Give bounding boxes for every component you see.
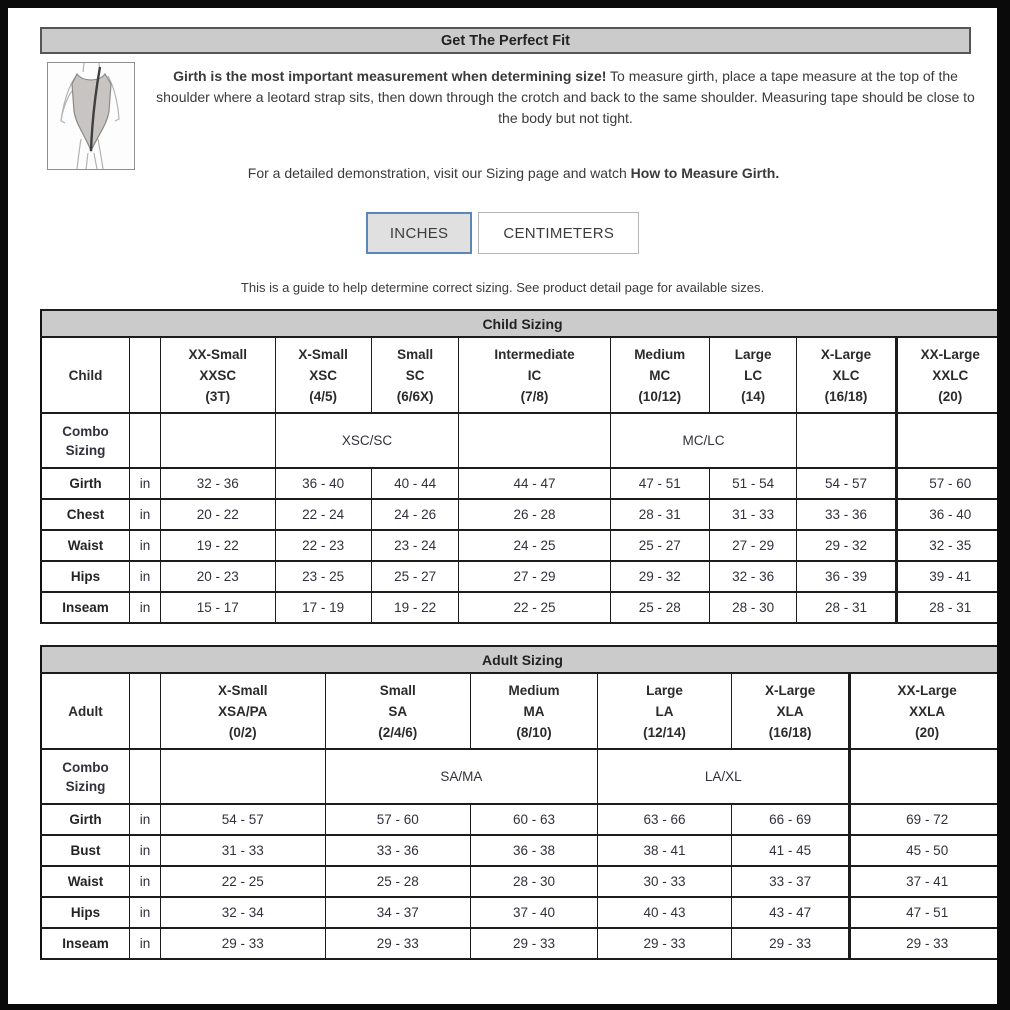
child-corner-label: Child	[41, 337, 130, 413]
size-value: 25 - 28	[610, 592, 709, 623]
child-table-title: Child Sizing	[41, 310, 997, 337]
size-value: 66 - 69	[731, 804, 849, 835]
col-xx-large: XX-Large XXLC (20)	[896, 337, 997, 413]
row-label: Girth	[41, 468, 130, 499]
unit-cell: in	[130, 530, 161, 561]
size-value: 19 - 22	[371, 592, 459, 623]
size-value: 19 - 22	[160, 530, 275, 561]
unit-cell: in	[130, 835, 161, 866]
size-value: 45 - 50	[850, 835, 997, 866]
adult-corner-label: Adult	[41, 673, 130, 749]
size-value: 37 - 41	[850, 866, 997, 897]
row-label: Inseam	[41, 592, 130, 623]
size-value: 15 - 17	[160, 592, 275, 623]
girth-instructions	[40, 60, 987, 129]
size-value: 23 - 25	[275, 561, 371, 592]
col-small: Small SA (2/4/6)	[325, 673, 470, 749]
size-value: 22 - 24	[275, 499, 371, 530]
unit-cell: in	[130, 928, 161, 959]
sizing-guide-note: This is a guide to help determine correct sizing. See product detail page for available sizes.	[240, 280, 765, 295]
adult-table-title: Adult Sizing	[41, 646, 997, 673]
unit-cell: in	[130, 897, 161, 928]
demo-text-bold: How to Measure Girth.	[630, 165, 780, 181]
size-value: 17 - 19	[275, 592, 371, 623]
adult-row-girth	[41, 804, 997, 835]
child-row-chest	[41, 499, 997, 530]
size-value: 40 - 43	[598, 897, 732, 928]
size-value: 43 - 47	[731, 897, 849, 928]
size-value: 36 - 38	[470, 835, 597, 866]
child-row-hips	[41, 561, 997, 592]
size-value: 25 - 27	[610, 530, 709, 561]
row-label: Waist	[41, 530, 130, 561]
size-value: 54 - 57	[160, 804, 325, 835]
size-value: 36 - 40	[896, 499, 997, 530]
child-combo-row	[41, 413, 997, 468]
size-value: 32 - 36	[160, 468, 275, 499]
row-label: Bust	[41, 835, 130, 866]
size-value: 23 - 24	[371, 530, 459, 561]
size-value: 32 - 36	[709, 561, 797, 592]
combo-mc-lc: MC/LC	[610, 413, 797, 468]
size-value: 29 - 33	[598, 928, 732, 959]
row-label: Waist	[41, 866, 130, 897]
combo-sizing-label: Combo Sizing	[41, 749, 130, 804]
col-large: Large LA (12/14)	[598, 673, 732, 749]
size-value: 31 - 33	[709, 499, 797, 530]
size-value: 29 - 33	[850, 928, 997, 959]
size-value: 24 - 25	[459, 530, 610, 561]
size-value: 27 - 29	[459, 561, 610, 592]
page-title-text: Get The Perfect Fit	[441, 32, 570, 49]
adult-combo-row	[41, 749, 997, 804]
size-value: 51 - 54	[709, 468, 797, 499]
unit-cell: in	[130, 499, 161, 530]
adult-row-inseam	[41, 928, 997, 959]
size-value: 32 - 35	[896, 530, 997, 561]
size-value: 39 - 41	[896, 561, 997, 592]
demo-text: For a detailed demonstration, visit our Sizing page and watch How to Measure Girth.	[247, 165, 780, 181]
size-value: 47 - 51	[850, 897, 997, 928]
size-value: 28 - 31	[610, 499, 709, 530]
size-value: 24 - 26	[371, 499, 459, 530]
unit-cell: in	[130, 592, 161, 623]
size-value: 69 - 72	[850, 804, 997, 835]
unit-header	[130, 673, 161, 749]
size-value: 57 - 60	[896, 468, 997, 499]
size-value: 40 - 44	[371, 468, 459, 499]
size-value: 20 - 22	[160, 499, 275, 530]
unit-toggle	[8, 212, 997, 254]
child-sizing-table	[40, 309, 997, 624]
col-medium: Medium MC (10/12)	[610, 337, 709, 413]
adult-row-hips	[41, 897, 997, 928]
combo-xsc-sc: XSC/SC	[275, 413, 459, 468]
unit-cell: in	[130, 866, 161, 897]
unit-header	[130, 337, 161, 413]
size-value: 29 - 33	[160, 928, 325, 959]
size-value: 57 - 60	[325, 804, 470, 835]
size-value: 36 - 39	[797, 561, 896, 592]
col-large: Large LC (14)	[709, 337, 797, 413]
centimeters-button[interactable]: CENTIMETERS	[478, 212, 639, 254]
size-value: 36 - 40	[275, 468, 371, 499]
size-value: 28 - 30	[709, 592, 797, 623]
size-value: 20 - 23	[160, 561, 275, 592]
adult-row-waist	[41, 866, 997, 897]
size-value: 29 - 33	[470, 928, 597, 959]
combo-sizing-label: Combo Sizing	[41, 413, 130, 468]
row-label: Hips	[41, 897, 130, 928]
adult-header-row	[41, 673, 997, 749]
col-xx-small: XX-Small XXSC (3T)	[160, 337, 275, 413]
unit-cell: in	[130, 561, 161, 592]
size-value: 31 - 33	[160, 835, 325, 866]
adult-row-bust	[41, 835, 997, 866]
row-label: Inseam	[41, 928, 130, 959]
size-value: 33 - 36	[797, 499, 896, 530]
size-value: 41 - 45	[731, 835, 849, 866]
adult-sizing-table	[40, 645, 997, 960]
row-label: Hips	[41, 561, 130, 592]
size-value: 28 - 30	[470, 866, 597, 897]
combo-la-xl: LA/XL	[598, 749, 850, 804]
col-x-large: X-Large XLC (16/18)	[797, 337, 896, 413]
col-x-small: X-Small XSA/PA (0/2)	[160, 673, 325, 749]
size-value: 44 - 47	[459, 468, 610, 499]
size-value: 27 - 29	[709, 530, 797, 561]
adult-table-title-row	[41, 646, 997, 673]
size-value: 22 - 25	[160, 866, 325, 897]
col-xx-large: XX-Large XXLA (20)	[850, 673, 997, 749]
row-label: Girth	[41, 804, 130, 835]
page-title	[40, 27, 971, 54]
unit-cell: in	[130, 804, 161, 835]
size-value: 25 - 28	[325, 866, 470, 897]
size-value: 29 - 33	[731, 928, 849, 959]
col-x-small: X-Small XSC (4/5)	[275, 337, 371, 413]
size-value: 26 - 28	[459, 499, 610, 530]
size-value: 33 - 37	[731, 866, 849, 897]
child-table-title-row	[41, 310, 997, 337]
size-value: 25 - 27	[371, 561, 459, 592]
size-value: 32 - 34	[160, 897, 325, 928]
combo-sa-ma: SA/MA	[325, 749, 598, 804]
size-value: 34 - 37	[325, 897, 470, 928]
col-intermediate: Intermediate IC (7/8)	[459, 337, 610, 413]
col-small: Small SC (6/6X)	[371, 337, 459, 413]
unit-cell: in	[130, 468, 161, 499]
size-value: 47 - 51	[610, 468, 709, 499]
size-value: 22 - 23	[275, 530, 371, 561]
col-medium: Medium MA (8/10)	[470, 673, 597, 749]
intro-section	[40, 60, 987, 181]
row-label: Chest	[41, 499, 130, 530]
girth-diagram-image	[47, 62, 135, 170]
inches-button[interactable]: INCHES	[366, 212, 472, 254]
col-x-large: X-Large XLA (16/18)	[731, 673, 849, 749]
size-value: 60 - 63	[470, 804, 597, 835]
size-value: 33 - 36	[325, 835, 470, 866]
child-row-girth	[41, 468, 997, 499]
size-value: 29 - 32	[797, 530, 896, 561]
size-value: 28 - 31	[896, 592, 997, 623]
size-value: 38 - 41	[598, 835, 732, 866]
child-header-row	[41, 337, 997, 413]
leotard-girth-icon	[48, 63, 134, 169]
size-value: 29 - 33	[325, 928, 470, 959]
size-value: 29 - 32	[610, 561, 709, 592]
size-value: 28 - 31	[797, 592, 896, 623]
size-value: 22 - 25	[459, 592, 610, 623]
child-row-inseam	[41, 592, 997, 623]
size-value: 37 - 40	[470, 897, 597, 928]
size-value: 30 - 33	[598, 866, 732, 897]
girth-instructions-bold: Girth is the most important measurement when determining size!	[173, 68, 607, 84]
girth-instructions-rest: To measure girth, place a tape measure at the top of the shoulder where a leotard strap sits, then down through the crotch and back to the same shoulder. Measuring tape should be close to the body but not tight.	[156, 68, 975, 126]
size-value: 63 - 66	[598, 804, 732, 835]
page-content	[8, 8, 997, 1004]
size-value: 54 - 57	[797, 468, 896, 499]
child-row-waist	[41, 530, 997, 561]
